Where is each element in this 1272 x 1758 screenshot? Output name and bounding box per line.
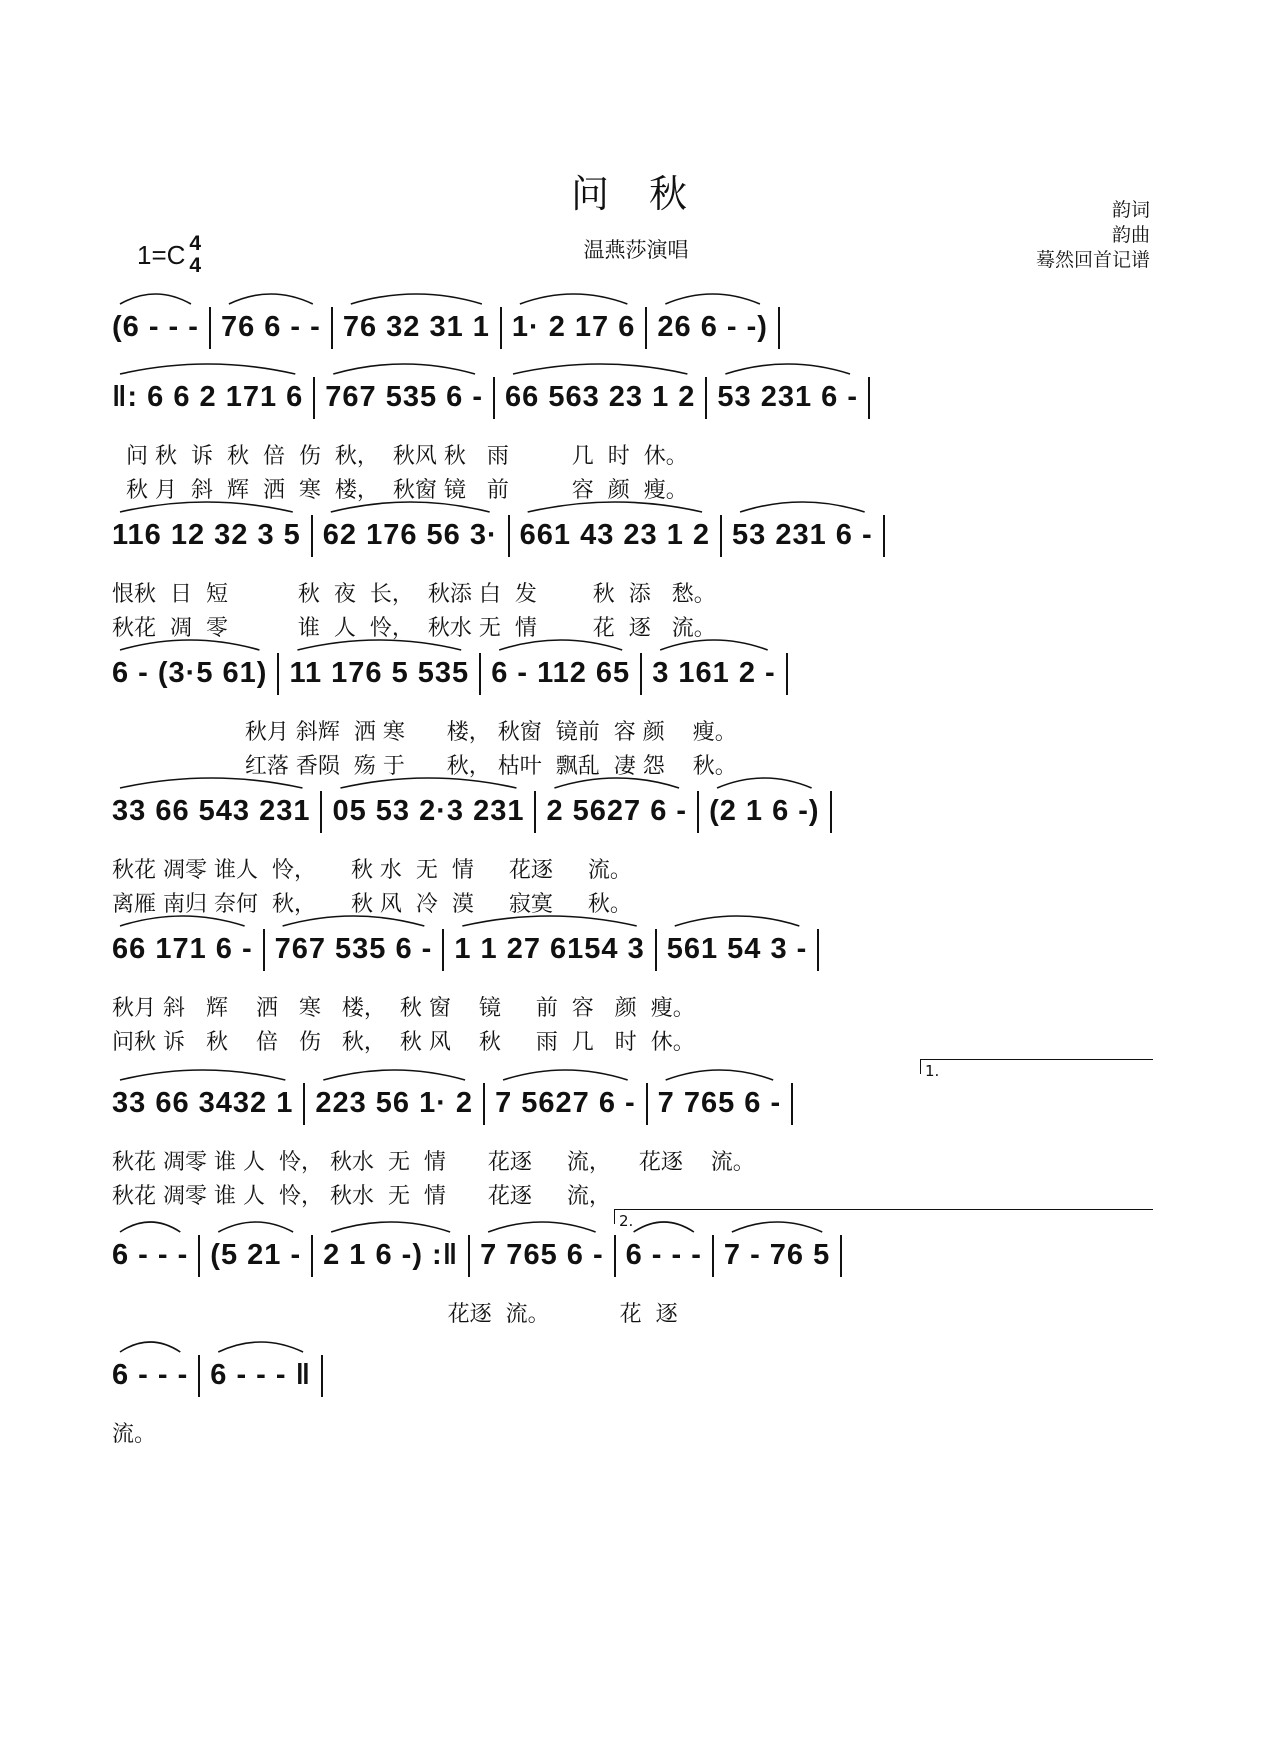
notes-line bbox=[112, 1348, 1152, 1402]
measure: 11 176 5 535 bbox=[289, 657, 470, 689]
meter-top: 4 bbox=[189, 232, 202, 255]
measure: 6 - 112 65 bbox=[491, 657, 631, 689]
measure: 26 6 - -) bbox=[657, 311, 768, 343]
singer: 温燕莎演唱 bbox=[583, 238, 689, 262]
bar-line bbox=[712, 1235, 714, 1277]
measure: 62 176 56 3· bbox=[322, 519, 498, 551]
lyric-line-2: 红落 香陨 殇 于 秋， 枯叶 飘乱 凄 怨 秋。 bbox=[112, 754, 737, 779]
measure: (2 1 6 -) bbox=[709, 795, 820, 827]
lyricist: 韵词 bbox=[1111, 199, 1150, 221]
measure: 2 1 6 -) :‖ bbox=[323, 1239, 459, 1271]
bar-line bbox=[645, 307, 647, 349]
bar-line bbox=[198, 1355, 200, 1397]
ending-2-bracket bbox=[614, 1209, 1153, 1224]
measure: 7 5627 6 - bbox=[495, 1087, 636, 1119]
ending-1-bracket bbox=[920, 1059, 1153, 1074]
bar-line bbox=[830, 791, 832, 833]
bar-line bbox=[311, 1235, 313, 1277]
ending-2-label: 2. bbox=[619, 1212, 634, 1230]
notes-line bbox=[112, 922, 1152, 976]
notes-line bbox=[112, 1076, 1152, 1130]
measure: 767 535 6 - bbox=[274, 933, 433, 965]
measure: 2 5627 6 - bbox=[546, 795, 688, 827]
measure: 3 161 2 - bbox=[652, 657, 776, 689]
bar-line bbox=[697, 791, 699, 833]
bar-line bbox=[705, 377, 707, 419]
bar-line bbox=[331, 307, 333, 349]
lyric-line-2: 离雁 南归 奈何 秋， 秋 风 冷 漠 寂寞 秋。 bbox=[112, 892, 632, 917]
bar-line bbox=[720, 515, 722, 557]
lyric-line-2: 秋 月 斜 辉 洒 寒 楼， 秋窗 镜 前 容 颜 瘦。 bbox=[112, 478, 688, 503]
measure: 66 563 23 1 2 bbox=[505, 381, 696, 413]
bar-line bbox=[442, 929, 444, 971]
key-label: 1=C bbox=[137, 239, 186, 270]
measure: 6 - - - bbox=[112, 1239, 189, 1271]
credits bbox=[950, 198, 1150, 273]
measure: 561 54 3 - bbox=[666, 933, 808, 965]
lyric-line-1: 秋月 斜 辉 洒 寒 楼， 秋 窗 镜 前 容 颜 瘦。 bbox=[112, 996, 695, 1021]
bar-line bbox=[614, 1235, 616, 1277]
bar-line bbox=[320, 791, 322, 833]
measure: 661 43 23 1 2 bbox=[519, 519, 711, 551]
lyric-line-1: 流。 bbox=[112, 1422, 157, 1447]
bar-line bbox=[311, 515, 313, 557]
bar-line bbox=[640, 653, 642, 695]
bar-line bbox=[263, 929, 265, 971]
bar-line bbox=[655, 929, 657, 971]
bar-line bbox=[508, 515, 510, 557]
bar-line bbox=[817, 929, 819, 971]
ending-1-label: 1. bbox=[925, 1062, 940, 1080]
bar-line bbox=[468, 1235, 470, 1277]
score-row bbox=[112, 1348, 1152, 1508]
measure: 66 171 6 - bbox=[112, 933, 253, 965]
measure: 116 12 32 3 5 bbox=[112, 519, 301, 551]
lyric-line-1: 花逐 流。 花 逐 bbox=[112, 1302, 678, 1327]
measure: 6 - - - bbox=[625, 1239, 702, 1271]
notes-line bbox=[112, 370, 1152, 424]
bar-line bbox=[883, 515, 885, 557]
bar-line bbox=[483, 1083, 485, 1125]
notes-line bbox=[112, 508, 1152, 562]
bar-line bbox=[321, 1355, 323, 1397]
measure: 05 53 2·3 231 bbox=[332, 795, 525, 827]
notes-line bbox=[112, 300, 1152, 354]
bar-line bbox=[778, 307, 780, 349]
lyric-line-1: 秋花 凋零 谁人 怜， 秋 水 无 情 花逐 流。 bbox=[112, 858, 632, 883]
lyric-line-2: 秋花 凋零 谁 人 怜， 秋水 无 情 花逐 流， bbox=[112, 1184, 611, 1209]
measure: 7 - 76 5 bbox=[723, 1239, 831, 1271]
measure: 76 32 31 1 bbox=[342, 311, 490, 343]
measure: 53 231 6 - bbox=[717, 381, 859, 413]
notes-line bbox=[112, 1228, 1152, 1282]
composer: 韵曲 bbox=[1111, 224, 1150, 246]
bar-line bbox=[646, 1083, 648, 1125]
bar-line bbox=[277, 653, 279, 695]
measure: 6 - (3·5 61) bbox=[112, 657, 268, 689]
measure: 1· 2 17 6 bbox=[511, 311, 636, 343]
measure: ‖: 6 6 2 171 6 bbox=[112, 381, 304, 413]
bar-line bbox=[303, 1083, 305, 1125]
lyric-line-2: 问秋 诉 秋 倍 伤 秋， 秋 风 秋 雨 几 时 休。 bbox=[112, 1030, 695, 1055]
bar-line bbox=[479, 653, 481, 695]
transcriber: 蓦然回首记谱 bbox=[1035, 249, 1150, 271]
bar-line bbox=[791, 1083, 793, 1125]
bar-line bbox=[209, 307, 211, 349]
bar-line bbox=[313, 377, 315, 419]
bar-line bbox=[493, 377, 495, 419]
measure: 6 - - - ‖ bbox=[210, 1359, 312, 1391]
measure: (6 - - - bbox=[112, 311, 199, 343]
measure: 767 535 6 - bbox=[325, 381, 484, 413]
measure: 223 56 1· 2 bbox=[315, 1087, 474, 1119]
measure: 33 66 543 231 bbox=[112, 795, 311, 827]
measure: 6 - - - bbox=[112, 1359, 189, 1391]
lyric-line-1: 秋花 凋零 谁 人 怜， 秋水 无 情 花逐 流， 花逐 流。 bbox=[112, 1150, 755, 1175]
bar-line bbox=[198, 1235, 200, 1277]
bar-line bbox=[868, 377, 870, 419]
measure: 1 1 27 6154 3 bbox=[454, 933, 645, 965]
measure: 76 6 - - bbox=[220, 311, 321, 343]
notes-line bbox=[112, 646, 1152, 700]
lyric-line-1: 问 秋 诉 秋 倍 伤 秋， 秋风 秋 雨 几 时 休。 bbox=[112, 444, 688, 469]
measure: 7 765 6 - bbox=[480, 1239, 604, 1271]
lyric-line-2: 秋花 凋 零 谁 人 怜， 秋水 无 情 花 逐 流。 bbox=[112, 616, 716, 641]
measure: 33 66 3432 1 bbox=[112, 1087, 294, 1119]
measure: 53 231 6 - bbox=[732, 519, 873, 551]
bar-line bbox=[840, 1235, 842, 1277]
notes-line bbox=[112, 784, 1152, 838]
lyric-line-1: 秋月 斜辉 洒 寒 楼， 秋窗 镜前 容 颜 瘦。 bbox=[112, 720, 737, 745]
meter-bottom: 4 bbox=[189, 254, 202, 277]
measure: (5 21 - bbox=[210, 1239, 302, 1271]
lyric-line-1: 恨秋 日 短 秋 夜 长， 秋添 白 发 秋 添 愁。 bbox=[112, 582, 716, 607]
bar-line bbox=[786, 653, 788, 695]
measure: 7 765 6 - bbox=[657, 1087, 782, 1119]
bar-line bbox=[534, 791, 536, 833]
bar-line bbox=[500, 307, 502, 349]
song-title: 问 秋 bbox=[570, 172, 702, 216]
